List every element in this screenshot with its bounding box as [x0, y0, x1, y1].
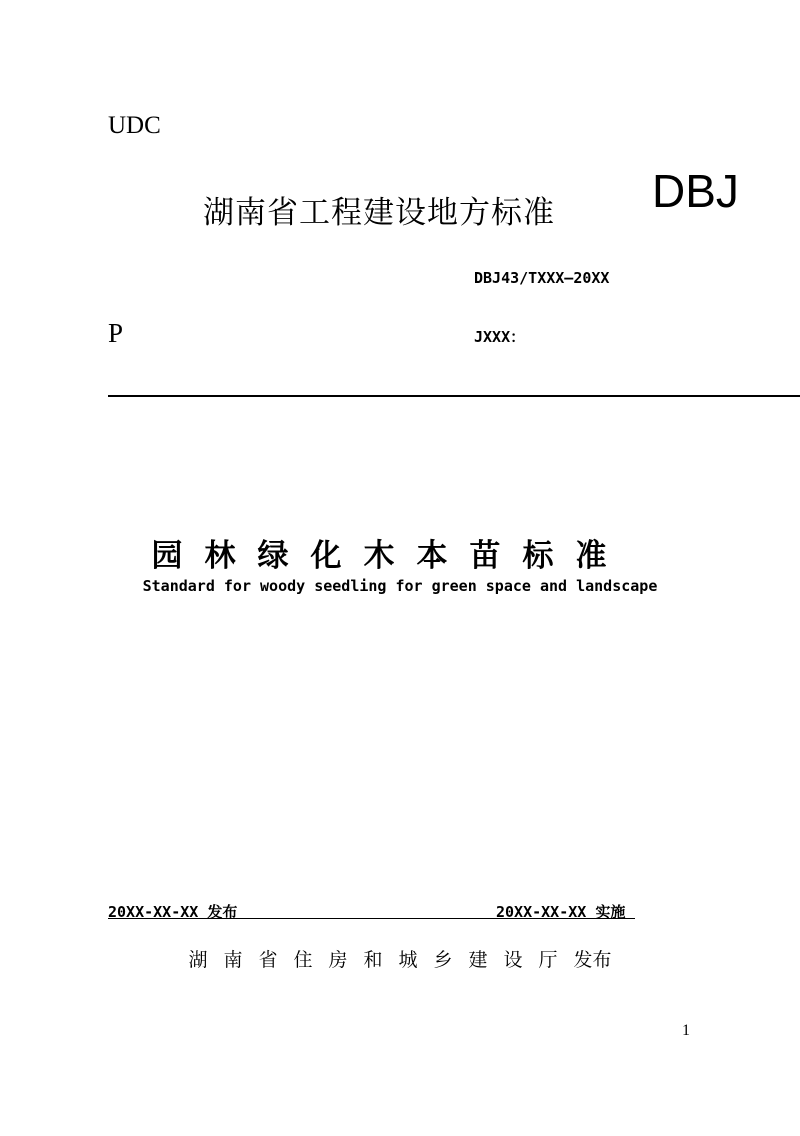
- issuer-action: 发布: [573, 949, 612, 971]
- issuer-org: 湖南省住房和城乡建设厅: [188, 949, 574, 971]
- header-divider: [108, 395, 800, 397]
- dbj-mark: DBJ: [652, 165, 739, 217]
- udc-label: UDC: [108, 112, 161, 139]
- issuer-line: [0, 945, 800, 972]
- standard-category-title: 湖南省工程建设地方标准: [203, 195, 555, 231]
- standard-number: DBJ43/TXXX—20XX: [474, 269, 610, 287]
- release-date: 20XX-XX-XX 发布: [108, 903, 238, 921]
- document-title-cn: 园林绿化木本苗标准: [151, 538, 629, 574]
- page-number: 1: [682, 1022, 690, 1039]
- record-number: JXXX：: [474, 328, 526, 346]
- date-underline: [108, 918, 635, 919]
- implementation-date: 20XX-XX-XX 实施: [496, 903, 626, 921]
- p-label: P: [108, 318, 124, 348]
- document-title-en: Standard for woody seedling for green space and landscape: [142, 577, 658, 595]
